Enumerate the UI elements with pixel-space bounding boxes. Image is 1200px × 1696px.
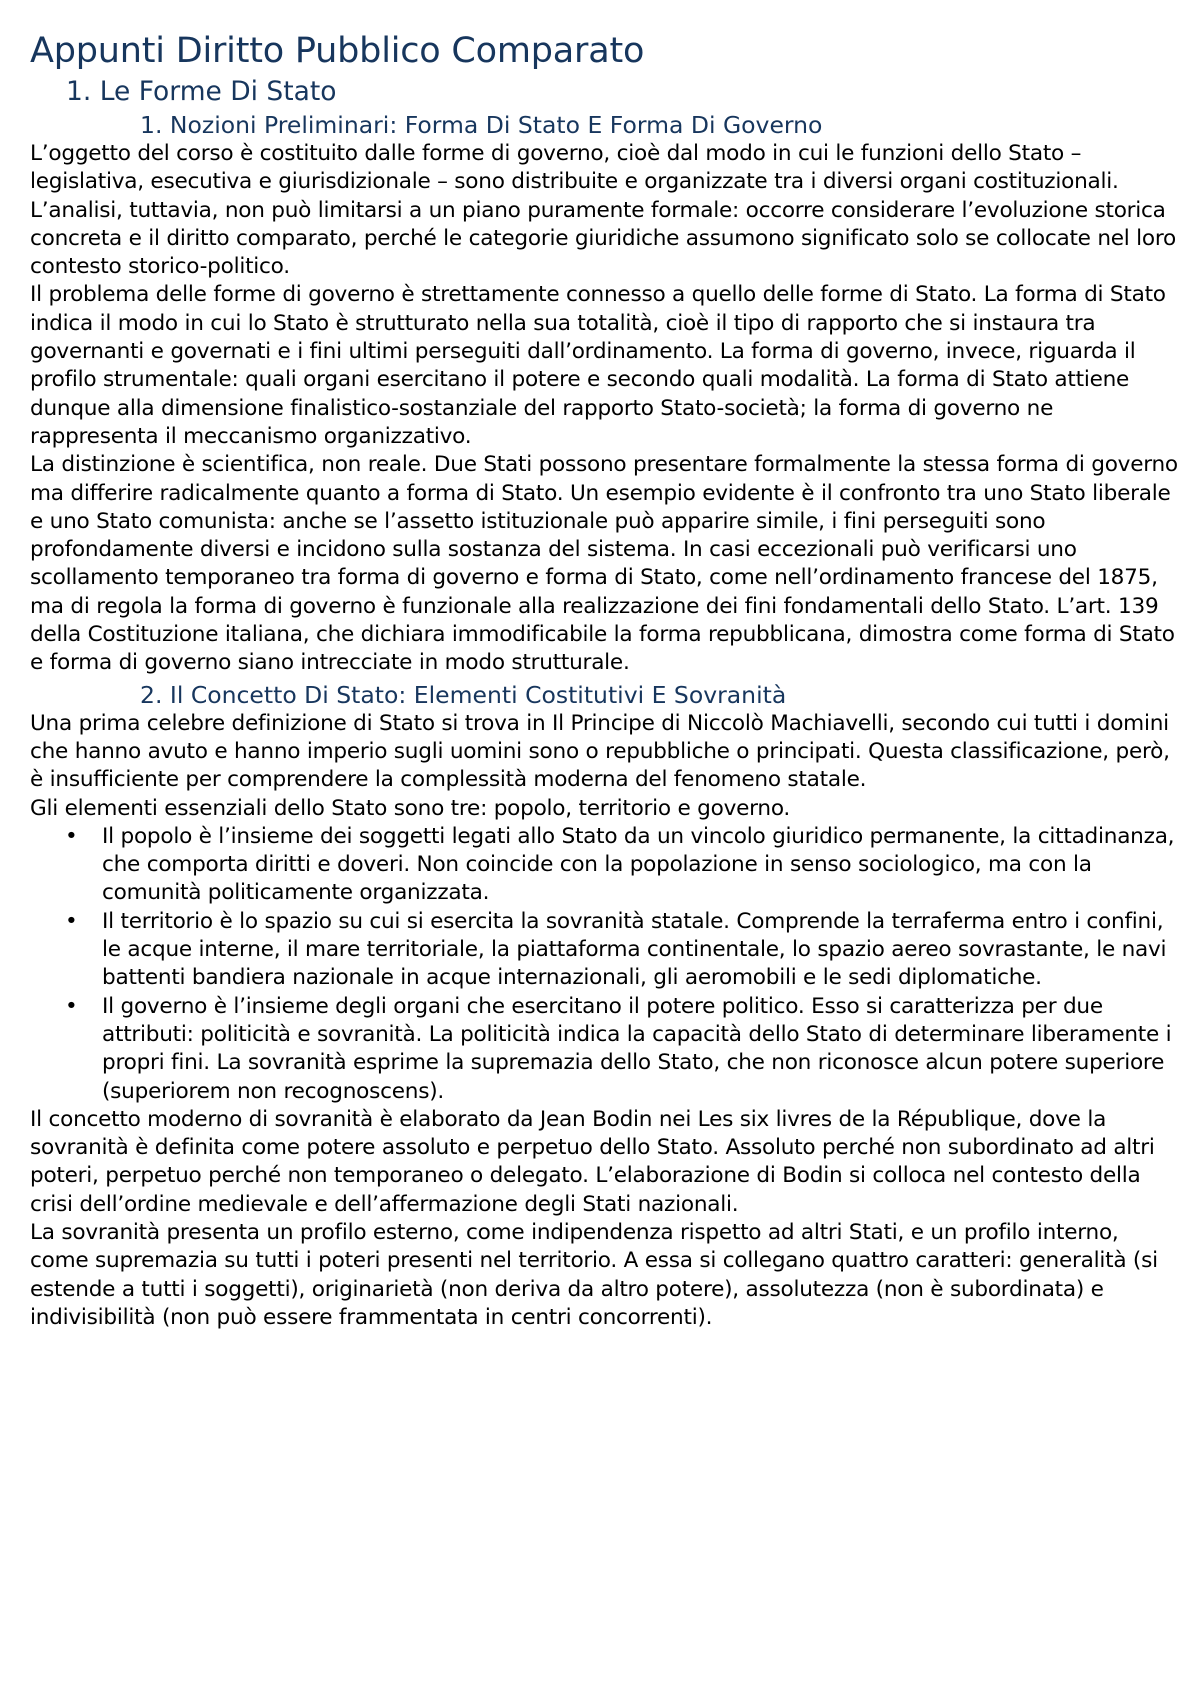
paragraph: L’oggetto del corso è costituito dalle forme di governo, cioè dal modo in cui le funzioni dello Stato – legislativa, esecutiva e giurisdizionale – sono distribuite e organizzate tra i diversi organi costituzionali. L’analisi, tuttavia, non può limitarsi a un piano puramente formale: occorre considerare l’evoluzione storica concreta e il diritto comparato, perché le categorie giuridiche assumono significato solo se collocate nel loro contesto storico-politico. bbox=[30, 141, 1176, 280]
subsection-number: 1. bbox=[140, 111, 163, 139]
list-item bbox=[30, 823, 1180, 908]
paragraph: La distinzione è scientifica, non reale. Due Stati possono presentare formalmente la stessa forma di governo ma differire radicalmente quanto a forma di Stato. Un esempio evidente è il confronto tra uno Stato liberale e uno Stato comunista: anche se l’assetto istituzionale può apparire simile, i fini perseguiti sono profondamente diversi e incidono sulla sostanza del sistema. In casi eccezionali può verificarsi uno scollamento temporaneo tra forma di governo e forma di Stato, come nell’ordinamento francese del 1875, ma di regola la forma di governo è funzionale alla realizzazione dei fini fondamentali dello Stato. L’art. 139 della Costituzione italiana, che dichiara immodificabile la forma repubblicana, dimostra come forma di Stato e forma di governo siano intrecciate in modo strutturale. bbox=[30, 452, 1178, 676]
document-page bbox=[30, 28, 1180, 1332]
list-item-text: Il territorio è lo spazio su cui si esercita la sovranità statale. Comprende la terraferma entro i confini, le acque interne, il mare territoriale, la piattaforma continentale, lo spazio aereo sovrastante, le navi battenti bandiera nazionale in acque internazionali, gli aeromobili e le sedi diplomatiche. bbox=[102, 908, 1167, 991]
section-number: 1. bbox=[66, 76, 92, 107]
bullet-list-elementi-stato bbox=[30, 823, 1180, 1106]
bullet-icon: • bbox=[65, 908, 78, 934]
subsection-number: 2. bbox=[140, 680, 163, 709]
paragraph: La sovranità presenta un profilo esterno, come indipendenza rispetto ad altri Stati, e un profilo interno, come supremazia su tutti i poteri presenti nel territorio. A essa si collegano quattro caratteri: generalità (si estende a tutti i soggetti), originarietà (non deriva da altro potere), assolutezza (non è subordinata) e indivisibilità (non può essere frammentata in centri concorrenti). bbox=[30, 1219, 1158, 1330]
list-item bbox=[30, 908, 1180, 993]
subsection-heading-nozioni-preliminari bbox=[30, 110, 1180, 140]
paragraph: Il problema delle forme di governo è strettamente connesso a quello delle forme di Stato. La forma di Stato indica il modo in cui lo Stato è strutturato nella sua totalità, cioè il tipo di rapporto che si instaura tra governanti e governati e i fini ultimi perseguiti dall’ordinamento. La forma di governo, invece, riguarda il profilo strumentale: quali organi esercitano il potere e secondo quali modalità. La forma di Stato attiene dunque alla dimensione finalistico-sostanziale del rapporto Stato-società; la forma di governo ne rappresenta il meccanismo organizzativo. bbox=[30, 282, 1166, 449]
list-item-text: Il popolo è l’insieme dei soggetti legati allo Stato da un vincolo giuridico permanente, la cittadinanza, che comporta diritti e doveri. Non coincide con la popolazione in senso sociologico, ma con la comunità politicamente organizzata. bbox=[102, 823, 1175, 906]
subsection-title: Nozioni Preliminari: Forma Di Stato E Forma Di Governo bbox=[169, 111, 823, 139]
paragraph: Il concetto moderno di sovranità è elaborato da Jean Bodin nei Les six livres de la République, dove la sovranità è definita come potere assoluto e perpetuo dello Stato. Assoluto perché non subordinato ad altri poteri, perpetuo perché non temporaneo o delegato. L’elaborazione di Bodin si colloca nel contesto della crisi dell’ordine medievale e dell’affermazione degli Stati nazionali. bbox=[30, 1106, 1155, 1217]
paragraph: Una prima celebre definizione di Stato si trova in Il Principe di Niccolò Machiavelli, secondo cui tutti i domini che hanno avuto e hanno imperio sugli uomini sono o repubbliche o principati. Questa classificazione, però, è insufficiente per comprendere la complessità moderna del fenomeno statale. bbox=[30, 710, 1170, 793]
subsection-heading-concetto-di-stato bbox=[30, 680, 1180, 710]
section-heading-forme-di-stato bbox=[30, 74, 1180, 110]
list-item-text: Il governo è l’insieme degli organi che esercitano il potere politico. Esso si caratterizza per due attributi: politicità e sovranità. La politicità indica la capacità dello Stato di determinare liberamente i propri fini. La sovranità esprime la supremazia dello Stato, che non riconosce alcun potere superiore (superiorem non recognoscens). bbox=[102, 993, 1172, 1104]
document-title: Appunti Diritto Pubblico Comparato bbox=[30, 31, 645, 71]
subsection-title: Il Concetto Di Stato: Elementi Costitutivi E Sovranità bbox=[169, 680, 787, 709]
paragraph: Gli elementi essenziali dello Stato sono tre: popolo, territorio e governo. bbox=[30, 795, 791, 821]
bullet-icon: • bbox=[65, 823, 78, 849]
section-title: Le Forme Di Stato bbox=[99, 76, 337, 107]
list-item bbox=[30, 993, 1180, 1106]
bullet-icon: • bbox=[65, 993, 78, 1019]
